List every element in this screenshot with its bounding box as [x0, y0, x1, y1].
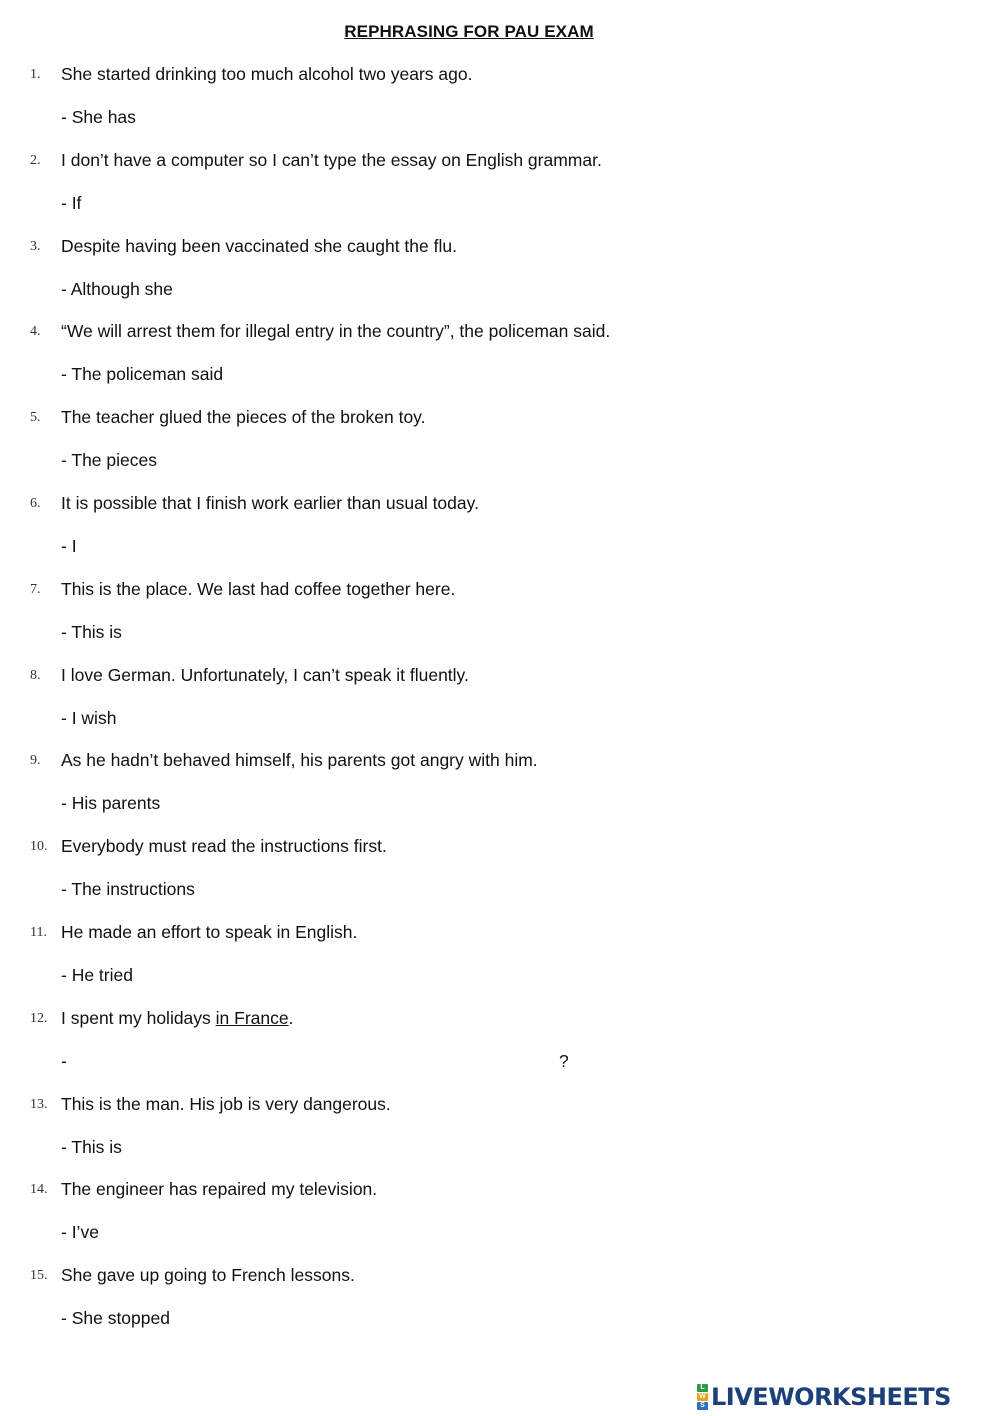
logo-text: LIVEWORKSHEETS [711, 1383, 951, 1411]
question-item-12 [0, 1008, 1000, 1094]
logo-mark-l: L [697, 1384, 708, 1392]
question-number: 15. [30, 1268, 48, 1284]
answer-prompt: - She stopped [61, 1308, 170, 1329]
question-item-2 [0, 150, 1000, 236]
question-text: As he hadn’t behaved himself, his parents got angry with him. [61, 750, 538, 771]
question-item-3 [0, 236, 1000, 322]
answer-prompt: - I’ve [61, 1222, 99, 1243]
question-row [0, 1265, 1000, 1291]
question-item-6 [0, 493, 1000, 579]
question-text: The teacher glued the pieces of the broken toy. [61, 407, 426, 428]
question-number: 8. [30, 667, 41, 683]
question-item-5 [0, 407, 1000, 493]
question-number: 5. [30, 410, 41, 426]
question-number: 6. [30, 495, 41, 511]
question-number: 11. [30, 924, 47, 940]
answer-prompt: - I [61, 535, 77, 556]
question-row [0, 493, 1000, 519]
answer-dash: - [61, 1050, 67, 1071]
answer-prompt: - He tried [61, 964, 133, 985]
question-number: 1. [30, 67, 41, 82]
liveworksheets-logo [697, 1382, 951, 1412]
question-item-10 [0, 836, 1000, 922]
question-row [0, 922, 1000, 948]
answer-prompt [61, 1051, 961, 1077]
question-item-14 [0, 1179, 1000, 1265]
question-text [61, 1008, 293, 1029]
question-text: Everybody must read the instructions first. [61, 836, 387, 857]
question-number: 7. [30, 581, 41, 597]
question-text: She started drinking too much alcohol two years ago. [61, 64, 473, 84]
question-row [0, 150, 1000, 176]
question-text: I don’t have a computer so I can’t type the essay on English grammar. [61, 149, 602, 170]
question-row [0, 1008, 1000, 1034]
question-row [0, 665, 1000, 691]
question-row [0, 236, 1000, 262]
question-text: “We will arrest them for illegal entry in the country”, the policeman said. [61, 321, 611, 342]
question-row [0, 407, 1000, 433]
question-number: 4. [30, 324, 41, 340]
answer-prompt: - If [61, 192, 82, 213]
question-row [0, 64, 1000, 90]
question-number: 13. [30, 1096, 48, 1112]
answer-prompt: - The policeman said [61, 364, 224, 385]
question-item-15 [0, 1265, 1000, 1351]
question-row [0, 579, 1000, 605]
question-row [0, 1179, 1000, 1205]
question-text-end: . [288, 1007, 294, 1028]
logo-mark-s: S [697, 1402, 708, 1410]
answer-prompt: - The instructions [61, 879, 195, 900]
question-item-7 [0, 579, 1000, 665]
question-row [0, 1094, 1000, 1120]
answer-prompt: - She has [61, 107, 136, 127]
answer-prompt: - This is [61, 621, 122, 642]
question-number: 12. [30, 1010, 48, 1026]
question-text: She gave up going to French lessons. [61, 1265, 355, 1286]
question-row [0, 836, 1000, 862]
answer-prompt: - His parents [61, 793, 161, 814]
question-item-4 [0, 321, 1000, 407]
question-number: 2. [30, 152, 41, 168]
page-title: REPHRASING FOR PAU EXAM [344, 22, 594, 41]
question-text: This is the man. His job is very dangerous. [61, 1093, 391, 1114]
question-text: This is the place. We last had coffee together here. [61, 578, 456, 599]
underlined-phrase: in France [215, 1007, 289, 1028]
question-text: Despite having been vaccinated she caught the flu. [61, 235, 457, 256]
question-number: 3. [30, 238, 41, 254]
answer-prompt: - I wish [61, 707, 117, 728]
logo-mark-w: W [697, 1393, 708, 1401]
question-row [0, 321, 1000, 347]
logo-mark-icon [697, 1384, 708, 1410]
question-text: The engineer has repaired my television. [61, 1179, 378, 1200]
question-item-8 [0, 665, 1000, 751]
question-number: 9. [30, 753, 41, 769]
answer-prompt: - This is [61, 1136, 122, 1157]
question-number: 10. [30, 839, 48, 855]
question-text: I love German. Unfortunately, I can’t speak it fluently. [61, 664, 469, 685]
answer-prompt: - The pieces [61, 450, 157, 471]
question-mark: ? [559, 1050, 569, 1071]
answer-prompt: - Although she [61, 278, 173, 299]
question-text: He made an effort to speak in English. [61, 921, 358, 942]
question-row [0, 750, 1000, 776]
question-text: It is possible that I finish work earlier than usual today. [61, 492, 479, 513]
question-item-1 [0, 64, 1000, 150]
question-item-13 [0, 1094, 1000, 1180]
question-number: 14. [30, 1182, 48, 1198]
question-item-9 [0, 750, 1000, 836]
question-item-11 [0, 922, 1000, 1008]
question-text-start: I spent my holidays [61, 1007, 216, 1028]
question-list [0, 64, 1000, 1351]
